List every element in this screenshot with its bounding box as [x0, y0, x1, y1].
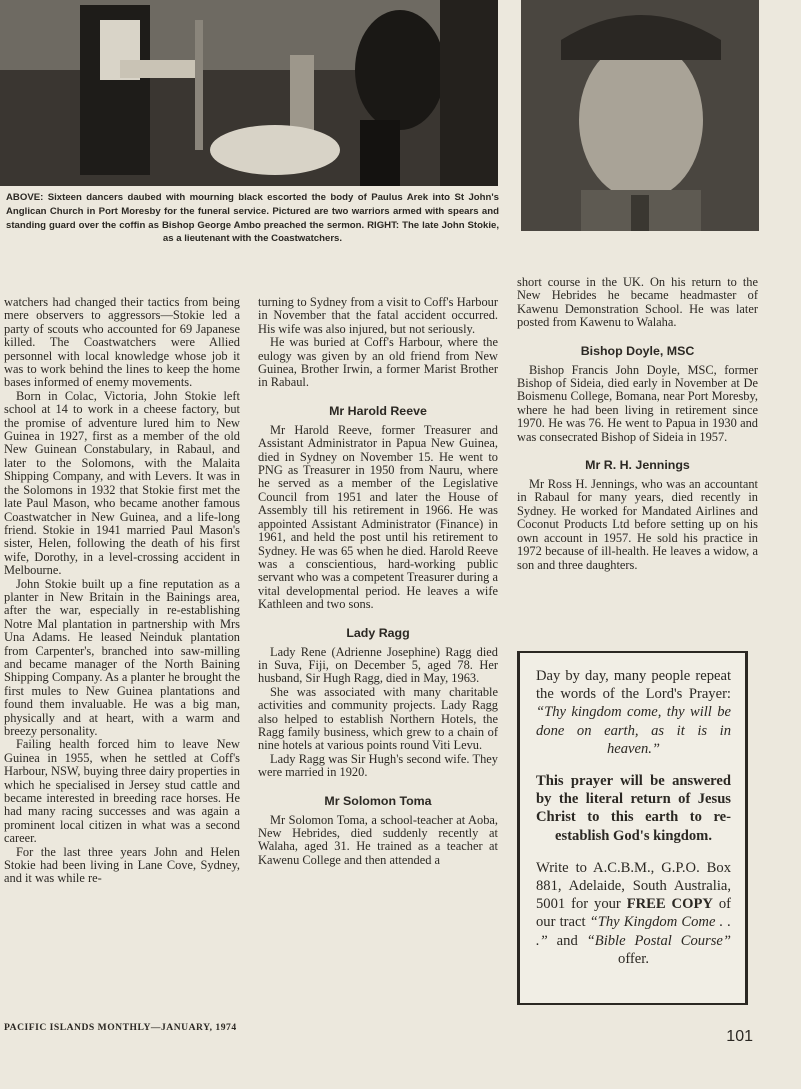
stokie-paragraph-1: watchers had changed their tactics from being mere observers to aggressors—Stokie led a party of scouts who accounted for 69 Japanese killed. The Coastwatchers were Allied personnel with local knowledge whose job it was to work behind the lines to keep the home bases informed of enemy movements. [4, 295, 240, 390]
toma-paragraph-2: short course in the UK. On his return to the New Hebrides he became headmaster of Kawenu Demonstration School. He was later posted from Kawenu to Walaha. [517, 275, 758, 330]
stokie-paragraph-2: Born in Colac, Victoria, John Stokie left school at 14 to work in a cheese factory, but the promise of adventure lured him to New Guinea in 1927, first as a member of the old New Guinean Constabulary, in Rabaul, and later to the Solomons, with the Malaita Shipping Company, and with Levers. It was in the Solomons in 1932 that Stokie first met the late Paul Mason, who became another famous Coastwatcher in New Guinea, and a life-long friend. Stokie in 1941 married Paul Mason's sister, Helen, following the death of his first wife, Dorothy, in a level-crossing accident in Melbourne. [4, 388, 240, 578]
article-column-1 [4, 296, 240, 886]
article-column-3 [517, 276, 758, 572]
stokie-paragraph-3: John Stokie built up a fine reputation as a planter in New Britain in the Bainings area, after the war, especially in re-establishing Notre Mal plantation in partnership with Mrs Una Adams. He leased Neinduk plantation from Carpenter's, branched into saw-milling and became manager of the North Baining Shipping Company. As a planter he brought the first mules to New Guinea plantations and found them invaluable. He was a big man, physically and at heart, with a warm and breezy personality. [4, 576, 240, 738]
heading-harold-reeve: Mr Harold Reeve [329, 403, 427, 418]
heading-solomon-toma: Mr Solomon Toma [324, 793, 432, 808]
toma-paragraph-1: Mr Solomon Toma, a school-teacher at Aoba, New Hebrides, died suddenly recently at Walaha, aged 31. He trained as a teacher at Kawenu College and then attended a [258, 812, 498, 867]
ad-free-copy: FREE COPY [626, 896, 713, 913]
stokie-portrait-photo [521, 0, 759, 231]
article-column-2 [258, 296, 498, 867]
magazine-footer: PACIFIC ISLANDS MONTHLY—JANUARY, 1974 [4, 1022, 237, 1033]
tract-advertisement-box [517, 651, 748, 1005]
stokie-paragraph-4: Failing health forced him to leave New Guinea in 1955, when he settled at Coff's Harbour, NSW, buying three dairy properties in which he specialised in Jersey stud cattle and became interested in breeding race horses. He had many racing successes and was again a prominent local citizen in what was a second career. [4, 737, 240, 846]
caption-right-text: The late John Stokie, as a lieutenant with the Coastwatchers. [162, 219, 499, 245]
doyle-paragraph: Bishop Francis John Doyle, MSC, former Bishop of Sideia, died early in November at De Boismenu College, Bomana, near Port Moresby, where he had been living in retirement since 1970. He was 76. He went to Papua in 1930 and was consecrated Bishop of Sideia in 1957. [517, 362, 758, 444]
heading-bishop-doyle: Bishop Doyle, MSC [580, 343, 695, 358]
ragg-paragraph-1: Lady Rene (Adrienne Josephine) Ragg died in Suva, Fiji, on December 5, aged 78. Her husband, Sir Hugh Ragg, died in May, 1963. [258, 644, 498, 686]
ad-of-our-text: of our tract [536, 896, 731, 931]
ad-write-paragraph [536, 859, 731, 968]
ad-intro-paragraph [536, 667, 731, 758]
ad-tract-title-1: “Thy Kingdom Come . . .” [536, 914, 731, 949]
caption-right-label: RIGHT: [367, 219, 400, 231]
ad-write-text: Write to A.C.B.M., G.P.O. Box 881, Adelaide, South Australia, 5001 for your [536, 859, 731, 913]
page-number: 101 [726, 1028, 753, 1045]
funeral-photo [0, 0, 498, 186]
caption-above-label: ABOVE: [6, 192, 44, 203]
photo-caption [6, 191, 499, 246]
ragg-paragraph-2: She was associated with many charitable activities and community projects. Lady Ragg also helped to establish Northern Hotels, the Ragg family business, which grew to a chain of nine hotels at various points round Viti Levu. [258, 684, 498, 753]
stokie-paragraph-5: For the last three years John and Helen Stokie had been living in Lane Cove, Sydney, and it was while re- [4, 844, 240, 886]
heading-rh-jennings: Mr R. H. Jennings [585, 458, 690, 473]
stokie-portrait-graphic [521, 0, 759, 231]
heading-lady-ragg: Lady Ragg [346, 625, 410, 640]
ad-and-text: and [547, 932, 587, 949]
ad-intro-text: Day by day, many people repeat the words of the Lord's Prayer: [536, 668, 731, 703]
ad-tract-title-2: “Bible Postal Course” [586, 932, 731, 949]
ad-bold-statement: This prayer will be answered by the literal return of Jesus Christ to this earth to re-establish God's kingdom. [536, 773, 731, 844]
funeral-photo-graphic [0, 0, 498, 186]
stokie-paragraph-6: turning to Sydney from a visit to Coff's Harbour in November that the fatal accident occurred. His wife was also injured, but not seriously. [258, 295, 498, 336]
ad-prayer-quote: “Thy kingdom come, thy will be done on earth, as it is in heaven.” [536, 704, 731, 757]
jennings-paragraph: Mr Ross H. Jennings, who was an accountant in Rabaul for many years, died recently in Sydney. He worked for Mandated Airlines and Coconut Products Ltd before setting up on his own account in 1957. He sold his practice in 1972 because of ill-health. He leaves a widow, a son and three daughters. [517, 477, 758, 572]
ragg-paragraph-3: Lady Ragg was Sir Hugh's second wife. They were married in 1920. [258, 751, 498, 780]
reeve-paragraph: Mr Harold Reeve, former Treasurer and Assistant Administrator in Papua New Guinea, died in Sydney on November 15. He went to PNG as Treasurer in 1950 from Nauru, where he served as a member of the Legislative Council from 1951 and later the House of Assembly till his retirement in 1966. He was appointed Assistant Administrator (Finance) in 1961, and held the post until his retirement to Sydney. He was 65 when he died. Harold Reeve was a conscientious, hard-working public servant who was a competent Treasurer during a vital developmental period. He leaves a wife Kathleen and two sons. [258, 422, 498, 612]
stokie-paragraph-7: He was buried at Coff's Harbour, where the eulogy was given by an old friend from New Guinea, Brother Irwin, a former Marist Brother in Rabaul. [258, 335, 498, 390]
caption-above-text: Sixteen dancers daubed with mourning black escorted the body of Paulus Arek into St John's Anglican Church in Port Moresby for the funeral service. Pictured are two warriors armed with spears and standing guard over the coffin as Bishop George Ambo preached the sermon. [6, 192, 499, 231]
ad-offer-text: offer. [618, 950, 649, 967]
